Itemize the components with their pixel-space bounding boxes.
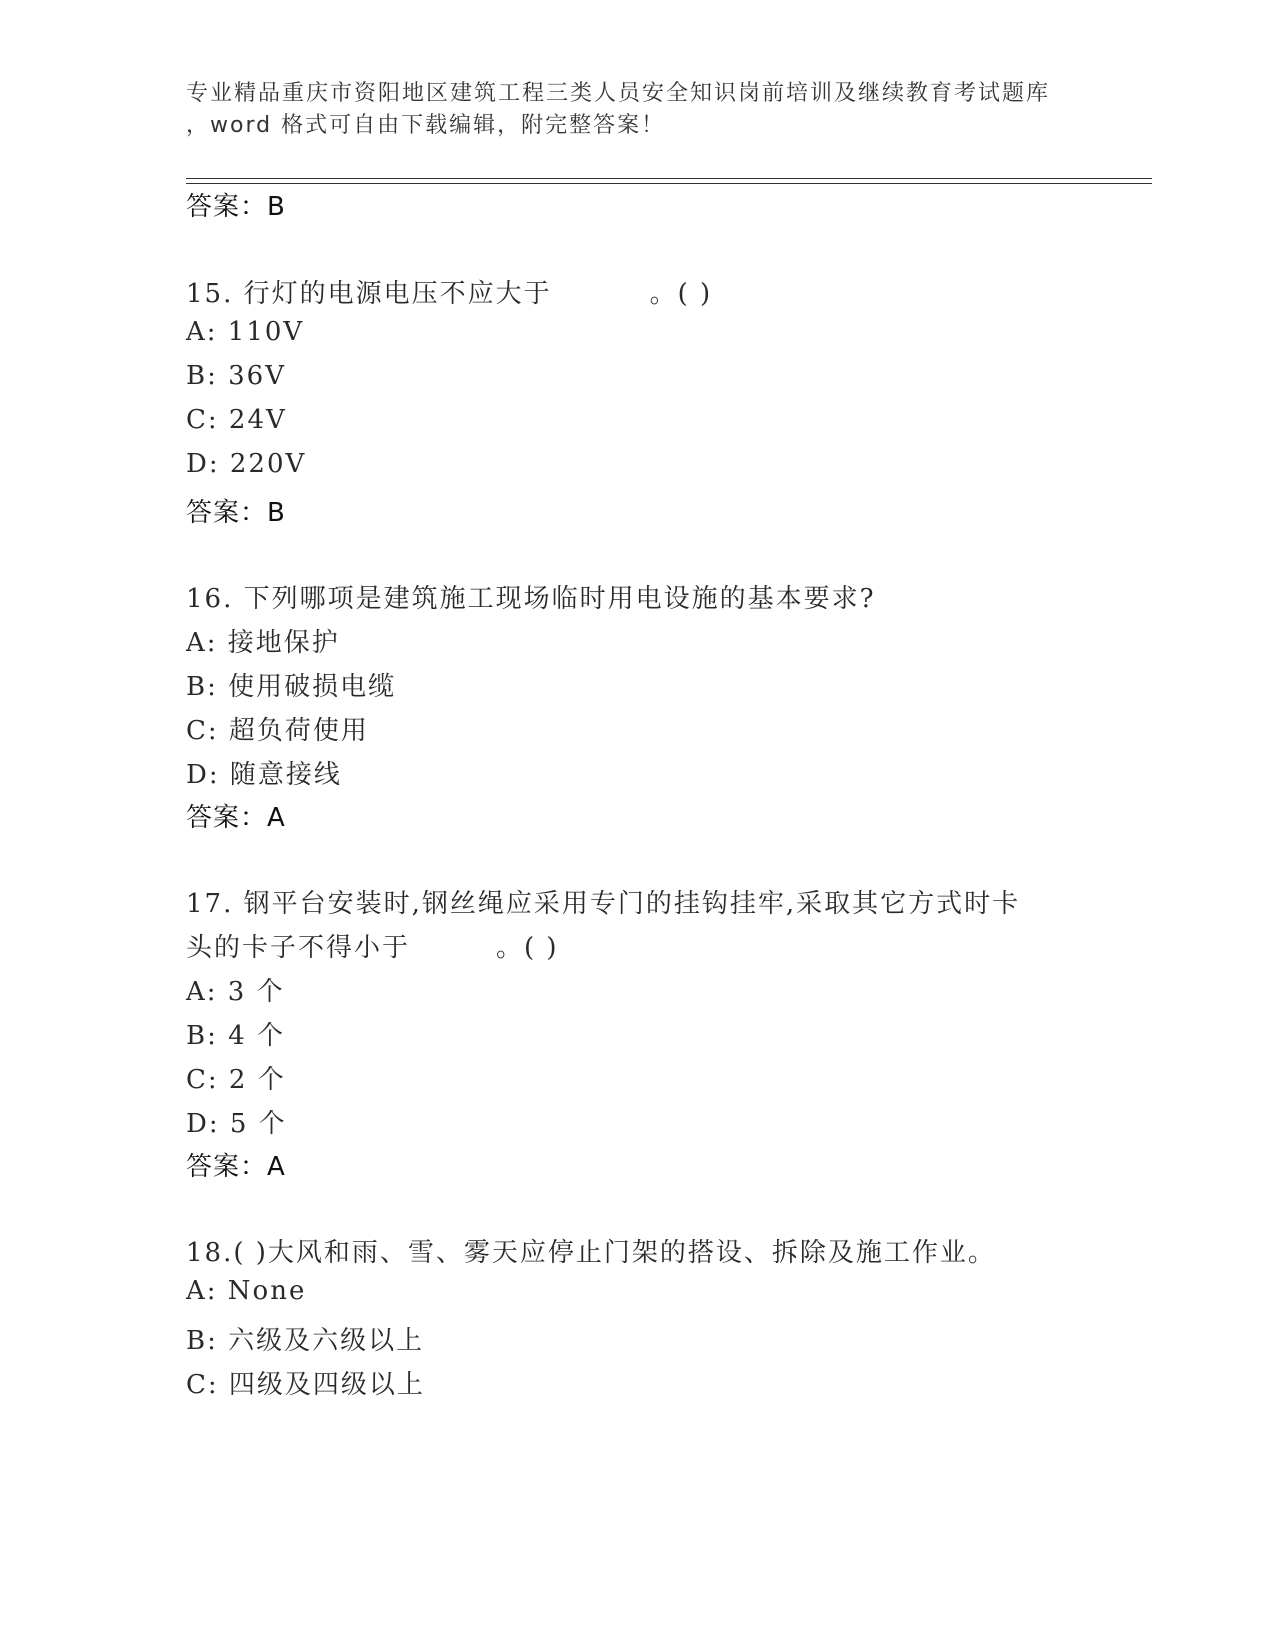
question-15-stem [186,273,712,310]
question-17-stem-paren: 。( ) [496,933,559,963]
previous-answer: 答案：B [186,192,286,222]
question-17-stem-line2 [186,927,559,964]
header-rule-bottom [186,183,1152,184]
question-17-stem-text: 头的卡子不得小于 [186,933,411,963]
question-18-option-c: C: 四级及四级以上 [186,1370,425,1400]
question-15-option-a: A: 110V [186,317,305,347]
question-17-answer: 答案：A [186,1152,286,1182]
question-15-option-d: D: 220V [186,449,307,479]
question-17-option-b: B: 4 个 [186,1021,285,1051]
header-rule-top [186,178,1152,179]
question-15-stem-paren: 。( ) [649,279,713,309]
question-18-stem: 18.( )大风和雨、雪、雾天应停止门架的搭设、拆除及施工作业。 [186,1238,996,1268]
question-16-option-b: B: 使用破损电缆 [186,672,397,702]
question-16-option-c: C: 超负荷使用 [186,716,369,746]
question-17-stem-line1: 17. 钢平台安装时,钢丝绳应采用专门的挂钩挂牢,采取其它方式时卡 [186,889,1021,919]
question-17-option-a: A: 3 个 [186,977,285,1007]
question-16-answer: 答案：A [186,803,286,833]
question-15-option-b: B: 36V [186,361,286,391]
question-18-option-b: B: 六级及六级以上 [186,1326,425,1356]
question-16-stem: 16. 下列哪项是建筑施工现场临时用电设施的基本要求? [186,584,876,614]
header-title-line1: 专业精品重庆市资阳地区建筑工程三类人员安全知识岗前培训及继续教育考试题库 [186,81,1051,106]
question-16-option-a: A: 接地保护 [186,628,340,658]
question-17-option-c: C: 2 个 [186,1065,286,1095]
question-17-option-d: D: 5 个 [186,1109,287,1139]
question-16-option-d: D: 随意接线 [186,760,342,790]
question-18-option-a: A: None [186,1276,307,1306]
question-15-answer: 答案：B [186,498,286,528]
question-15-stem-text: 15. 行灯的电源电压不应大于 [186,279,552,309]
header-title-line2: ，word 格式可自由下载编辑，附完整答案！ [186,113,666,138]
question-15-option-c: C: 24V [186,405,287,435]
